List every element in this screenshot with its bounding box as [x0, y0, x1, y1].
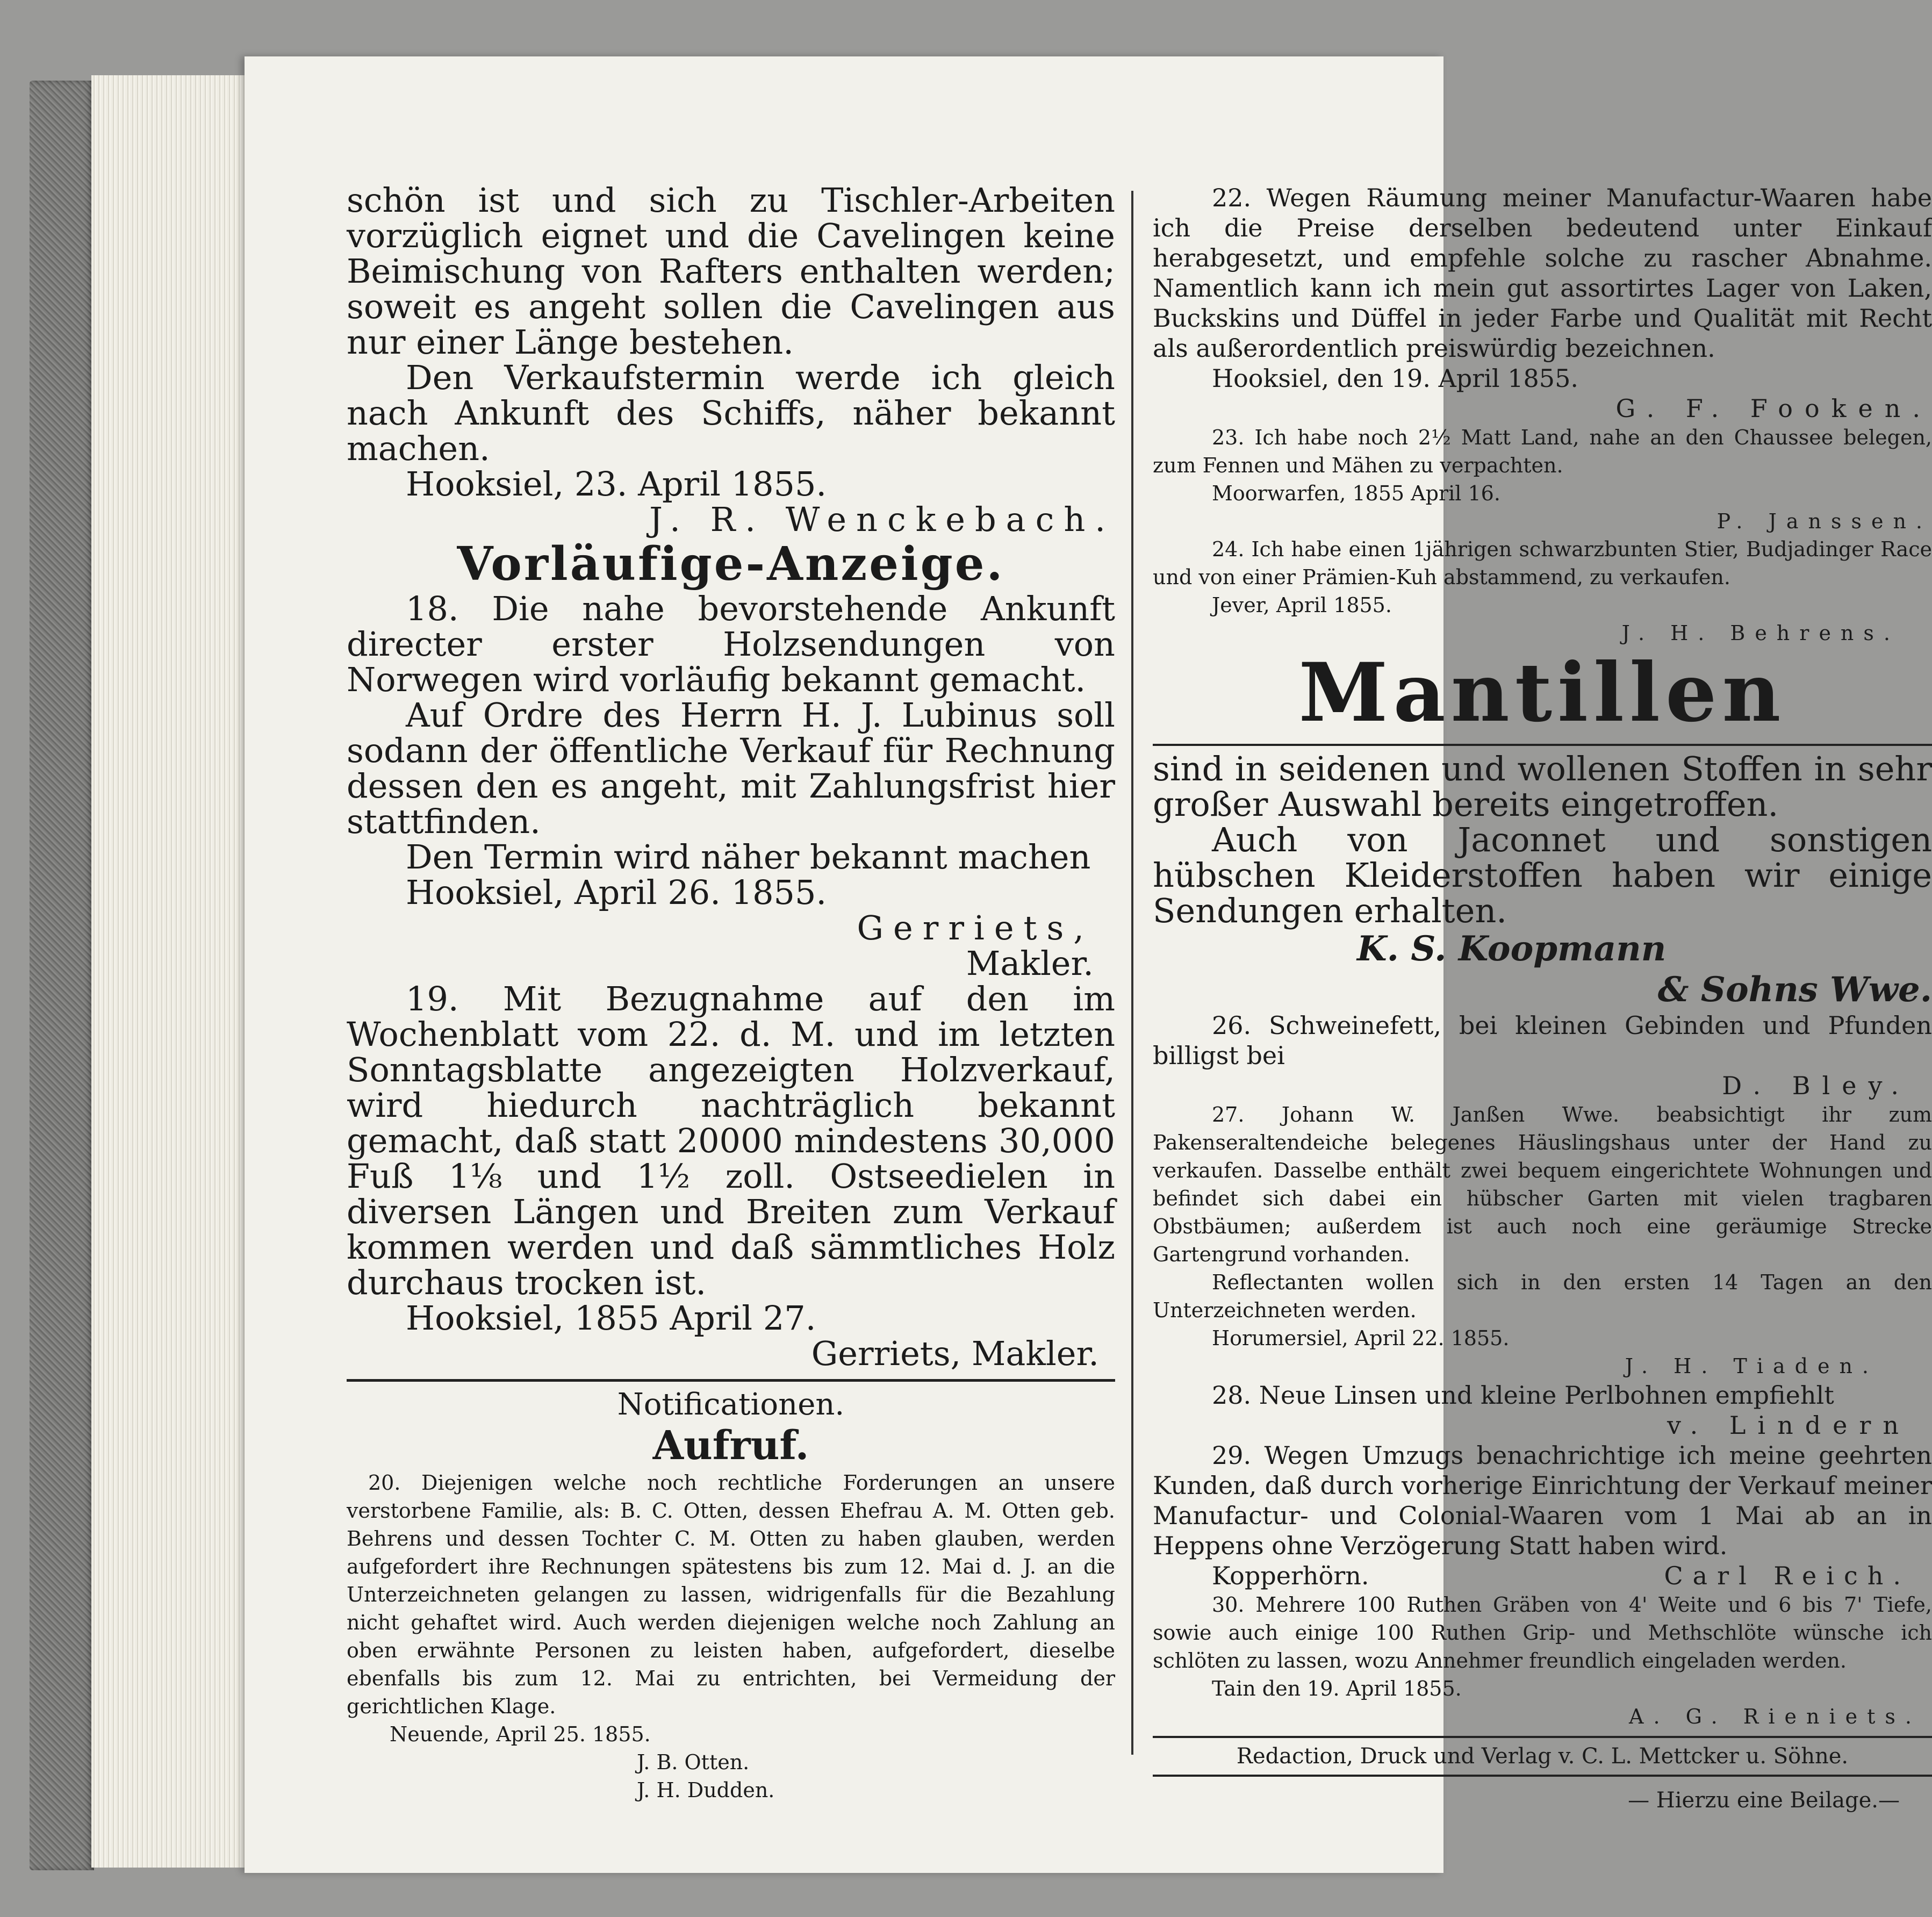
mantillen-text: sind in seidenen und wollenen Stoffen in sehr großer Auswahl bereits eingetroffen. [1153, 749, 1932, 824]
section-heading: Aufruf. [652, 1423, 809, 1469]
place-date: Hooksiel, 1855 April 27. [406, 1298, 816, 1338]
supplement-note: — Hierzu eine Beilage.— [1628, 1788, 1900, 1813]
notice-23: 23. Ich habe noch 2½ Matt Land, nahe an den Chaussee belegen, zum Fennen und Mähen zu verpachten. [1153, 426, 1932, 477]
imprint-rule [1153, 1736, 1932, 1738]
notice-28: 28. Neue Linsen und kleine Perlbohnen empfiehlt [1212, 1381, 1834, 1410]
place-date: Horumersiel, April 22. 1855. [1212, 1326, 1510, 1350]
signature-title: Makler. [966, 944, 1094, 983]
sale-date-notice: Den Verkaufstermin werde ich gleich nach Ankunft des Schiffs, näher bekannt machen. [347, 358, 1115, 468]
signature: J. H. Behrens. [1621, 621, 1900, 645]
mantillen-text: Auch von Jaconnet und sonstigen hübschen Kleiderstoffen haben wir einige Sendungen erhalten. [1153, 820, 1932, 930]
notice-20: 20. Diejenigen welche noch rechtliche Forderungen an unsere verstorbene Familie, als: B. C. Otten, dessen Ehefrau A. M. Otten geb. Behrens und dessen Tochter C. M. Otten zu haben glauben, werden aufgefordert ihre Rechnungen spätestens bis zum 12. Mai d. J. an die Unterzeichneten gelangen zu lassen, widrigenfalls für die Bezahlung nicht gehaftet wird. Auch werden diejenigen welche noch Zahlung an oben erwähnte Personen zu leisten haben, aufgefordert, dieselbe ebenfalls bis zum 12. Mai zu entrichten, bei Vermeidung der gerichtlichen Klage. [347, 1471, 1115, 1718]
notice-29: 29. Wegen Umzugs benachrichtige ich meine geehrten Kunden, daß durch vorherige Einrichtung der Verkauf meiner Manufactur- und Colonial-Waaren vom 1 Mai ab an in Heppens ohne Verzögerung Statt haben wird. [1153, 1441, 1932, 1560]
signature: Gerriets, Makler. [811, 1334, 1099, 1373]
left-column [347, 183, 1115, 1804]
column-divider [1131, 191, 1133, 1755]
notice-24: 24. Ich habe einen 1jährigen schwarzbunten Stier, Budjadinger Race und von einer Prämien-Kuh abstammend, zu verkaufen. [1153, 537, 1932, 589]
firm-name: K. S. Koopmann [1357, 929, 1667, 969]
section-rule [1153, 744, 1932, 746]
section-rule [347, 1379, 1115, 1382]
notice-30: 30. Mehrere 100 Ruthen Gräben von 4' Weite und 6 bis 7' Tiefe, sowie auch einige 100 Ruthen Grip- und Methschlöte wünsche ich schlöten zu lassen, wozu Annehmer freundlich eingeladen werden. [1153, 1593, 1932, 1672]
signature: D. Bley. [1722, 1071, 1911, 1100]
signature: J. H. Tiaden. [1625, 1354, 1878, 1378]
notice-18-order: Auf Ordre des Herrn H. J. Lubinus soll sodann der öffentliche Verkauf für Rechnung dessen den es angeht, mit Zahlungsfrist hier stattfinden. [347, 695, 1115, 841]
place-date: Hooksiel, 23. April 1855. [406, 464, 827, 504]
signature: A. G. Rieniets. [1629, 1705, 1921, 1728]
signature: Gerriets, [857, 908, 1094, 947]
place-date: Neuende, April 25. 1855. [390, 1722, 651, 1746]
mantillen-headline: Mantillen [1298, 645, 1786, 740]
place-date: Moorwarfen, 1855 April 16. [1212, 482, 1500, 505]
signature: J. H. Dudden. [637, 1778, 775, 1802]
notice-18: 18. Die nahe bevorstehende Ankunft directer erster Holzsendungen von Norwegen wird vorläufig bekannt gemacht. [347, 589, 1115, 699]
signature: G. F. Fooken. [1615, 394, 1932, 423]
signature: Carl Reich. [1664, 1561, 1911, 1590]
place: Kopperhörn. [1212, 1561, 1369, 1590]
imprint-rule [1153, 1775, 1932, 1777]
imprint: Redaction, Druck und Verlag v. C. L. Mettcker u. Söhne. [1236, 1744, 1849, 1769]
newspaper-page [245, 56, 1932, 1873]
place-date: Hooksiel, den 19. April 1855. [1212, 364, 1578, 393]
page-stack-edges [91, 75, 247, 1868]
notice-18-termin: Den Termin wird näher bekannt machen [406, 837, 1091, 877]
signature: v. Lindern [1667, 1411, 1911, 1440]
firm-name: & Sohns Wwe. [1657, 970, 1932, 1010]
place-date: Tain den 19. April 1855. [1212, 1677, 1462, 1700]
signature: P. Janssen. [1716, 509, 1932, 533]
notice-22: 22. Wegen Räumung meiner Manufactur-Waaren habe ich die Preise derselben bedeutend unter Einkauf herabgesetzt, und empfehle solche zu rascher Abnahme. Namentlich kann ich mein gut assortirtes Lager von Laken, Buckskins und Düffel in jeder Farbe und Qualität mit Recht als außerordentlich preiswürdig bezeichnen. [1153, 183, 1932, 363]
notice-27-reflectanten: Reflectanten wollen sich in den ersten 14 Tagen an den Unterzeichneten werden. [1153, 1270, 1932, 1322]
notice-19: 19. Mit Bezugnahme auf den im Wochenblatt vom 22. d. M. und im letzten Sonntagsblatte angezeigten Holzverkauf, wird hiedurch nachträglich bekannt gemacht, daß statt 20000 mindestens 30,000 Fuß 1¹⁄₈ und 1¹⁄₂ zoll. Ostseedielen in diversen Längen und Breiten zum Verkauf kommen werden und daß sämmtliches Holz durchaus trocken ist. [347, 979, 1115, 1302]
signature: J. B. Otten. [637, 1750, 750, 1774]
signature: J. R. Wenckebach. [649, 500, 1115, 539]
right-column [1153, 183, 1932, 1813]
notice-26: 26. Schweinefett, bei kleinen Gebinden und Pfunden billigst bei [1153, 1011, 1932, 1070]
place-date: Hooksiel, April 26. 1855. [406, 873, 827, 912]
wood-sale-continuation: schön ist und sich zu Tischler-Arbeiten vorzüglich eignet und die Cavelingen keine Beimischung von Rafters enthalten werden; soweit es angeht sollen die Cavelingen aus nur einer Länge bestehen. [347, 181, 1115, 362]
book-cover-edge [30, 81, 94, 1870]
signature-row [1153, 1561, 1932, 1591]
section-heading: Vorläufige-Anzeige. [457, 537, 1005, 591]
place-date: Jever, April 1855. [1212, 593, 1392, 617]
notice-27: 27. Johann W. Janßen Wwe. beabsichtigt ihr zum Pakenseraltendeiche belegenes Häuslingshaus unter der Hand zu verkaufen. Dasselbe enthält zwei bequem eingerichtete Wohnungen und befindet sich dabei ein hübscher Garten mit vielen tragbaren Obstbäumen; außerdem ist auch noch eine geräumige Strecke Gartengrund vorhanden. [1153, 1103, 1932, 1266]
section-heading: Notificationen. [617, 1387, 845, 1422]
